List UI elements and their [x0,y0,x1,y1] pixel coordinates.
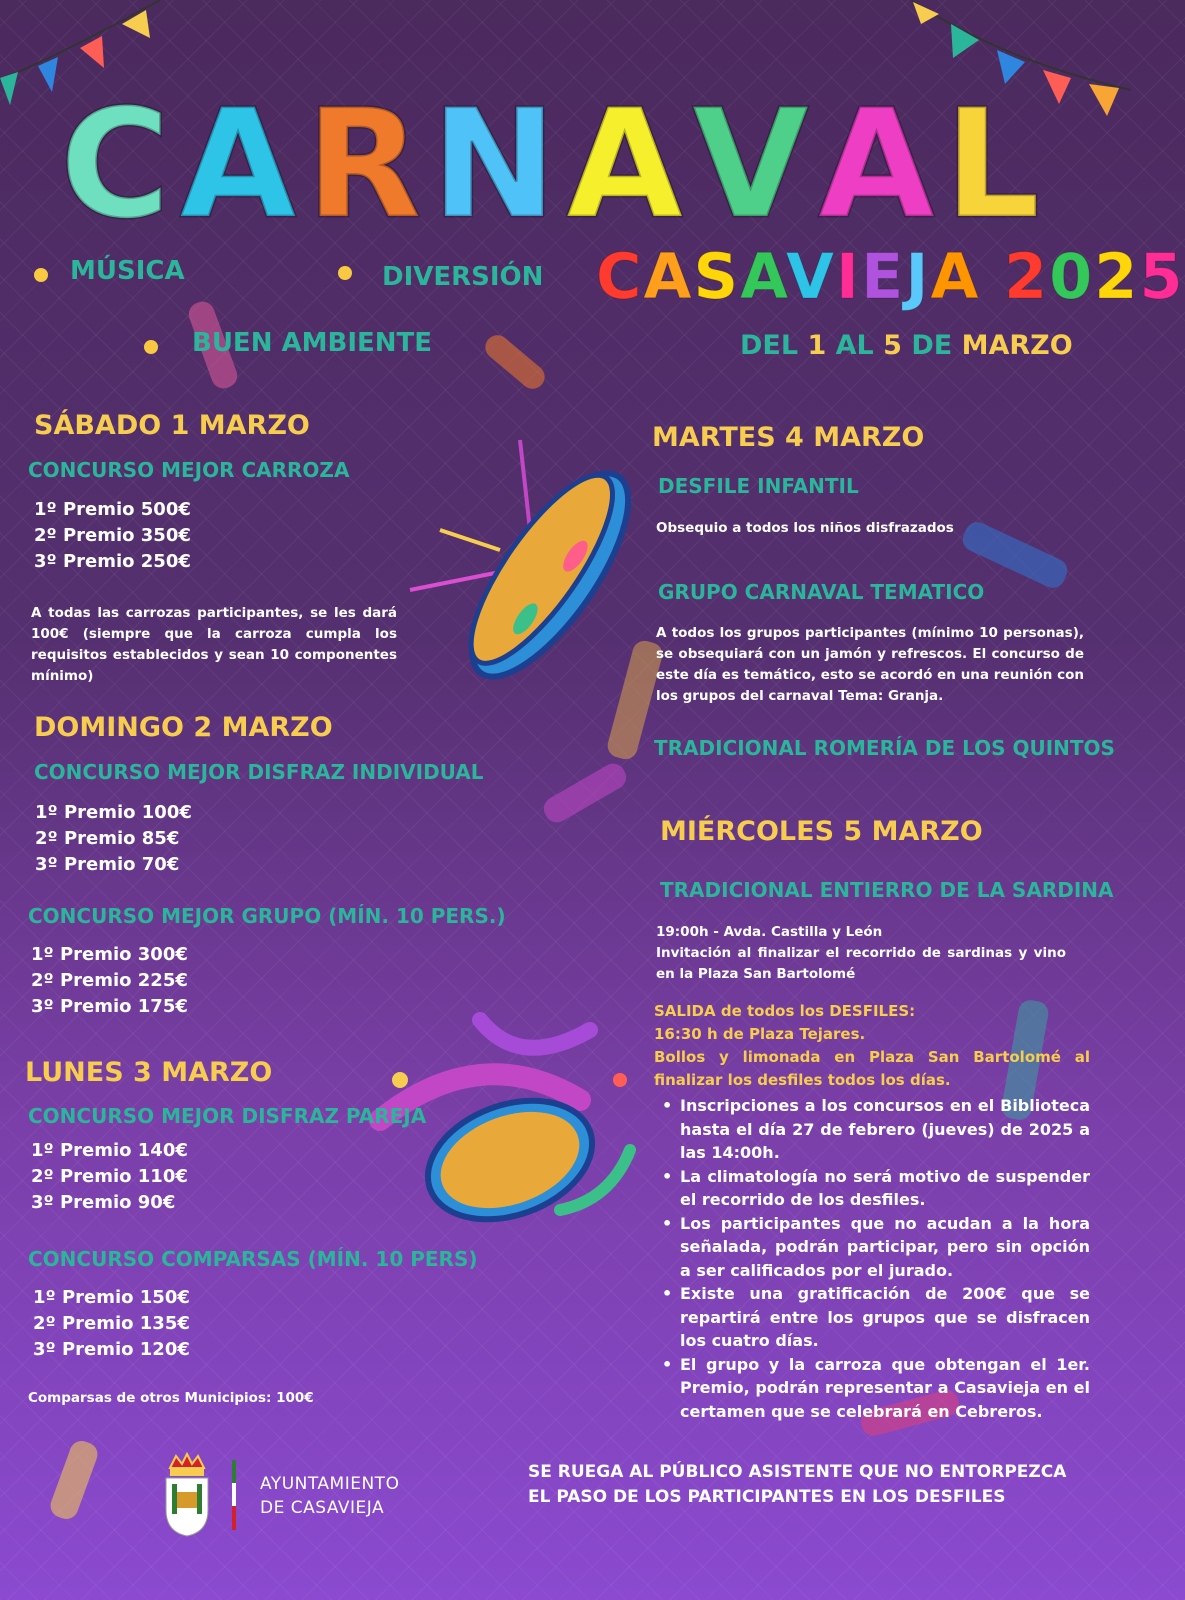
casavieja-2025-subtitle [596,240,1185,313]
prize-item: 1º Premio 150€ [33,1287,190,1308]
subtitle-letter: 5 [1139,240,1185,313]
subtitle-letter: J [905,240,931,313]
subtitle-letter: A [740,240,786,313]
prize-item: 1º Premio 300€ [31,944,188,965]
rule-item: • El grupo y la carroza que obtengan el 1er. Premio, podrán representar a Casavieja en el certamen que se celebrará en Cebreros. [654,1353,1090,1424]
footer-divider [232,1460,236,1530]
title-letter: L [944,78,1040,252]
subtitle-letter: 0 [1049,240,1095,313]
prize-list [31,942,188,1020]
bullet-dot [34,268,48,282]
tambourine-icon [360,1000,660,1260]
subtitle-letter: S [693,240,741,313]
prize-item: 2º Premio 85€ [35,828,180,849]
contest-title: CONCURSO MEJOR DISFRAZ PAREJA [28,1104,427,1128]
title-letter: A [566,78,683,252]
tag-diversion: DIVERSIÓN [382,262,544,292]
rule-item: • Inscripciones a los concursos en el Biblioteca hasta el día 27 de febrero (jueves) de 2025 a las 14:00h. [654,1094,1090,1165]
tag-musica: MÚSICA [70,256,185,286]
event-title: DESFILE INFANTIL [658,474,859,498]
confetti-ribbon [540,759,631,827]
tambourine-illustration-bottom [360,1000,660,1260]
prize-item: 2º Premio 350€ [34,525,191,546]
day-heading-martes: MARTES 4 MARZO [652,422,925,453]
prize-item: 1º Premio 500€ [34,499,191,520]
event-time: 19:00h - Avda. Castilla y León [656,924,883,940]
prize-item: 3º Premio 120€ [33,1339,190,1360]
prize-item: 3º Premio 250€ [34,551,191,572]
organizer-line: DE CASAVIEJA [260,1498,385,1518]
public-notice: SE RUEGA AL PÚBLICO ASISTENTE QUE NO ENTORPEZCA EL PASO DE LOS PARTICIPANTES EN LOS DESFILES [528,1462,1067,1507]
confetti-ribbon [480,330,549,393]
contest-title: CONCURSO COMPARSAS (MÍN. 10 PERS) [28,1247,478,1271]
info-block [654,1000,1090,1423]
rule-item: • La climatología no será motivo de suspender el recorrido de los desfiles. [654,1165,1090,1212]
prize-list [33,1285,190,1363]
organizer-name [260,1472,399,1520]
event-note: Obsequio a todos los niños disfrazados [656,520,954,536]
carroza-note: A todas las carrozas participantes, se les dará 100€ (siempre que la carroza cumpla los requisitos establecidos y sean 10 componentes mínimo) [31,605,397,684]
comparsas-note: Comparsas de otros Municipios: 100€ [28,1390,314,1406]
prize-item: 1º Premio 100€ [35,802,192,823]
rule-item: • Existe una gratificación de 200€ que se repartirá entre los grupos que se disfracen los cuatro días. [654,1282,1090,1353]
prize-list [35,800,192,878]
subtitle-letter: E [861,240,906,313]
title-letter: A [179,78,297,252]
title-letter: A [818,78,935,252]
title-letter: R [305,78,422,252]
subtitle-letter: 2 [1094,240,1140,313]
drum-icon [380,440,660,710]
prize-item: 3º Premio 90€ [31,1192,176,1213]
title-letter: N [431,78,557,252]
day-heading-sabado: SÁBADO 1 MARZO [34,410,310,441]
coat-of-arms-icon [162,1454,212,1536]
bullet-dot [338,266,352,280]
day-heading-lunes: LUNES 3 MARZO [25,1057,273,1088]
day-heading-miercoles: MIÉRCOLES 5 MARZO [660,816,983,847]
bullet-dot [144,340,158,354]
contest-title: CONCURSO MEJOR CARROZA [28,458,350,482]
prize-item: 1º Premio 140€ [31,1140,188,1161]
tambourine-illustration-top [380,440,660,710]
event-title: GRUPO CARNAVAL TEMATICO [658,580,985,604]
rule-item: • Los participantes que no acudan a la hora señalada, podrán participar, pero sin opción a ser calificados por el jurado. [654,1212,1090,1283]
prize-item: 3º Premio 175€ [31,996,188,1017]
subtitle-letter: 2 [1004,240,1050,313]
prize-list [34,497,191,575]
subtitle-letter [980,240,1004,313]
prize-item: 2º Premio 135€ [33,1313,190,1334]
prize-item: 2º Premio 110€ [31,1166,188,1187]
title-letter: V [692,78,809,252]
subtitle-letter: V [785,240,836,313]
title-letter: C [60,78,171,252]
confetti-ribbon [47,1438,101,1523]
event-details: Invitación al finalizar el recorrido de sardinas y vino en la Plaza San Bartolomé [656,945,1066,982]
subtitle-letter: A [643,240,694,313]
carnaval-title [60,78,1040,252]
date-range: DEL 1 AL 5 DE MARZO [740,330,1073,361]
contest-title: CONCURSO MEJOR GRUPO (MÍN. 10 PERS.) [28,904,506,928]
prize-item: 2º Premio 225€ [31,970,188,991]
subtitle-letter: I [835,240,861,313]
bollos-note: Bollos y limonada en Plaza San Bartolomé al finalizar los desfiles todos los días. [654,1048,1090,1089]
rules-list [654,1094,1090,1423]
event-title: TRADICIONAL ROMERÍA DE LOS QUINTOS [654,736,1115,760]
prize-item: 3º Premio 70€ [35,854,180,875]
organizer-line: AYUNTAMIENTO [260,1474,400,1494]
prize-list [31,1138,188,1216]
event-note: A todos los grupos participantes (mínimo 10 personas), se obsequiará con un jamón y refrescos. El concurso de este día es temático, esto se acordó en una reunión con los grupos del carnaval Tema: Granja. [656,625,1084,704]
subtitle-letter: A [930,240,981,313]
salida-time: 16:30 h de Plaza Tejares. [654,1025,866,1043]
salida-label: SALIDA de todos los DESFILES: [654,1002,916,1020]
coat-of-arms-logo [162,1454,212,1536]
subtitle-letter: C [596,240,644,313]
tag-buen-ambiente: BUEN AMBIENTE [192,328,433,358]
day-heading-domingo: DOMINGO 2 MARZO [34,712,333,743]
event-note [656,922,1066,985]
contest-title: CONCURSO MEJOR DISFRAZ INDIVIDUAL [34,760,484,784]
event-title: TRADICIONAL ENTIERRO DE LA SARDINA [660,878,1114,902]
